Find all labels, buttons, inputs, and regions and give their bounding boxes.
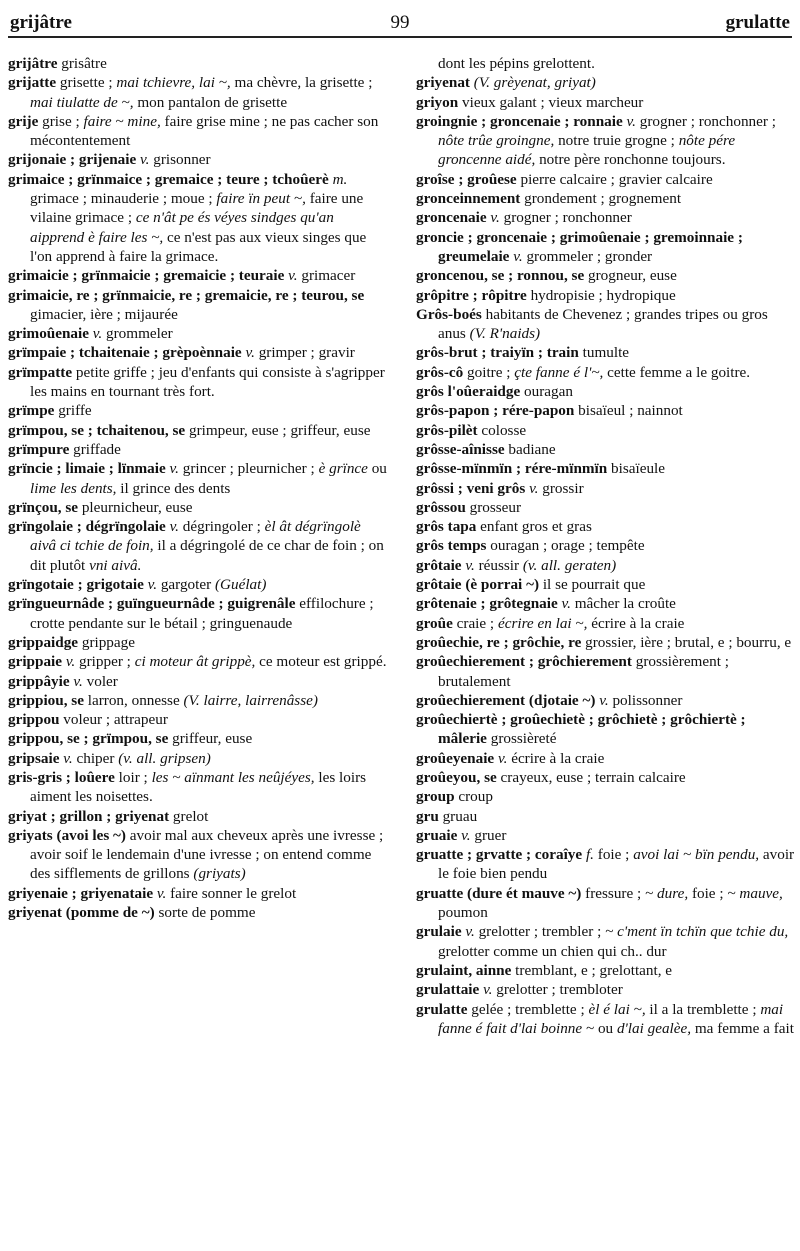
headword: grôtaie (è porrai ~): [416, 576, 540, 594]
definition-text: grelotter comme un chien qui ch.. dur: [438, 942, 667, 960]
headword: groncie ; groncenaie ; grimoûenaie ; gremoinnaie ; greumelaie: [416, 228, 743, 265]
headword: griyon: [416, 93, 459, 111]
dictionary-entry: [416, 440, 796, 459]
dictionary-entry: [8, 324, 388, 343]
headword: griyenat (pomme de ~): [8, 904, 155, 922]
headword: grôs temps: [416, 537, 487, 555]
italic-text: f.: [582, 846, 594, 864]
headword: grïmpure: [8, 440, 70, 458]
definition-text: gripper ;: [75, 653, 135, 671]
headword: grijonaie ; grijenaie: [8, 151, 137, 169]
dictionary-entry: [416, 710, 796, 749]
definition-text: grossièreté: [486, 730, 557, 748]
dictionary-entry: [416, 845, 796, 884]
dictionary-entry: [416, 305, 796, 344]
definition-text: notre truie grogne ;: [554, 132, 679, 150]
dictionary-entry: [416, 401, 796, 420]
definition-text: dégringoler ;: [178, 518, 265, 536]
definition-text: il se pourrait que: [539, 576, 646, 594]
definition-text: grimper ; gravir: [254, 344, 355, 362]
headword: grïmpe: [8, 402, 55, 420]
headword: grôsse-mïnmïn ; rére-mïnmïn: [416, 460, 608, 478]
italic-text: nôte trûe groingne,: [438, 132, 555, 150]
definition-text: avoir mal aux cheveux après une ivresse ; avoir soif le lendemain d'une ivresse ; on entend comme des sifflements de grillons: [30, 826, 384, 883]
headword: grulaie: [416, 923, 462, 941]
italic-text: mai tiulatte de ~,: [30, 93, 134, 111]
dictionary-entry: [8, 112, 388, 151]
dictionary-entry: [416, 807, 796, 826]
definition-text: grogneur, euse: [584, 267, 677, 285]
headword: grôs-cô: [416, 363, 464, 381]
definition-text: gruau: [438, 807, 478, 825]
dictionary-entry: [416, 652, 796, 691]
dictionary-entry: [416, 459, 796, 478]
headword: grïmpatte: [8, 363, 73, 381]
definition-text: hydropisie ; hydropique: [526, 286, 676, 304]
definition-text: mon pantalon de grisette: [133, 93, 288, 111]
dictionary-entry: [8, 672, 388, 691]
dictionary-entry: [416, 498, 796, 517]
definition-text: grosseur: [465, 498, 522, 516]
headword: grimaice ; grïnmaice ; gremaice ; teure ; tchoûerè: [8, 170, 329, 188]
dictionary-entry: [416, 266, 796, 285]
definition-text: bisaïeule: [607, 460, 665, 478]
italic-text: v.: [622, 112, 636, 130]
dictionary-entry: [416, 343, 796, 362]
headword: group: [416, 788, 455, 806]
dictionary-entry: [8, 652, 388, 671]
definition-text: tumulte: [578, 344, 630, 362]
italic-text: v.: [69, 672, 83, 690]
headword: grimaicie, re ; grïnmaicie, re ; gremaicie, re ; teurou, se: [8, 286, 365, 304]
italic-text: v.: [165, 460, 179, 478]
dictionary-entry: [416, 73, 796, 92]
headword: grippiou, se: [8, 691, 84, 709]
headword: gruatte (dure ét mauve ~): [416, 884, 582, 902]
dictionary-entry: [416, 575, 796, 594]
italic-text: v.: [525, 479, 539, 497]
italic-text: mai fanne é fait d'lai boinne ~: [438, 1000, 784, 1037]
italic-text: (v. all. gripsen): [118, 749, 211, 767]
dictionary-entry: [416, 479, 796, 498]
headword: grôsse-aînisse: [416, 440, 505, 458]
italic-text: (V. R'naids): [469, 325, 541, 343]
definition-text: grogner ; ronchonner ;: [635, 112, 776, 130]
dictionary-entry: [8, 73, 388, 112]
definition-text: faire grise mine ; ne pas cacher son mécontentement: [30, 112, 379, 150]
headword: grijatte: [8, 74, 57, 92]
definition-text: poumon: [438, 904, 488, 922]
italic-text: v.: [241, 344, 255, 362]
definition-text: fressure ;: [581, 884, 646, 902]
italic-text: mai tchievre, lai ~,: [116, 74, 231, 92]
italic-text: faire ïn peut ~,: [216, 190, 306, 208]
definition-text: crayeux, euse ; terrain calcaire: [496, 768, 686, 786]
italic-text: vni aivâ.: [89, 556, 142, 574]
headword: grôtenaie ; grôtegnaie: [416, 595, 558, 613]
dictionary-entry: [8, 575, 388, 594]
definition-text: grossier, ière ; brutal, e ; bourru, e: [581, 633, 792, 651]
dictionary-entry: [8, 459, 388, 498]
dictionary-entry: [416, 691, 796, 710]
definition-text: grincer ; pleurnicher ;: [178, 460, 319, 478]
headword: groûeyenaie: [416, 749, 495, 767]
headword: grïngotaie ; grigotaie: [8, 576, 144, 594]
page-number: 99: [390, 12, 410, 33]
definition-text: dont les pépins grelottent.: [438, 55, 595, 72]
definition-text: ce n'est pas aux vieux singes que l'on apprend à faire la grimace.: [30, 228, 367, 265]
italic-text: v.: [595, 691, 609, 709]
dictionary-entry: [416, 922, 796, 961]
definition-text: ouragan: [520, 383, 573, 401]
headword: groingnie ; groncenaie ; ronnaie: [416, 112, 623, 130]
definition-text: notre père ronchonne toujours.: [535, 151, 726, 169]
definition-text: grimace ; minauderie ; moue ;: [30, 190, 217, 208]
definition-text: cette femme a le goitre.: [603, 363, 751, 381]
headword: griyenaie ; griyenataie: [8, 884, 154, 902]
definition-text: grossièrement ; brutalement: [438, 653, 729, 690]
definition-text: bisaïeul ; nainnot: [574, 402, 683, 420]
headword: grôs-papon ; rére-papon: [416, 402, 575, 420]
italic-text: v.: [494, 749, 508, 767]
dictionary-entry: [416, 170, 796, 189]
dictionary-entry: [416, 286, 796, 305]
dictionary-entry: [416, 363, 796, 382]
dictionary-entry: [416, 228, 796, 267]
dictionary-entry: [416, 556, 796, 575]
headword: griyats (avoi les ~): [8, 826, 126, 844]
dictionary-entry: [8, 286, 388, 325]
headword: griyat ; grillon ; griyenat: [8, 807, 170, 825]
italic-text: ci moteur ât grippè,: [134, 653, 256, 671]
definition-text: croup: [454, 788, 493, 806]
left-column: [8, 54, 388, 922]
italic-text: è grïnce: [318, 460, 368, 478]
definition-text: petite griffe ; jeu d'enfants qui consiste à s'agripper les mains en tournant très fort.: [30, 363, 385, 401]
headword: grimaicie ; grïnmaicie ; gremaicie ; teuraie: [8, 267, 285, 285]
headword: grippaie: [8, 653, 63, 671]
dictionary-entry: [8, 691, 388, 710]
header-rule: [8, 36, 792, 38]
dictionary-entry: [8, 498, 388, 517]
headword: grïngueurnâde ; guïngueurnâde ; guigrenâle: [8, 595, 296, 613]
headword: grïmpou, se ; tchaitenou, se: [8, 421, 186, 439]
headword: grôs tapa: [416, 518, 477, 536]
headword: grïnçou, se: [8, 498, 79, 516]
dictionary-entry: [8, 54, 388, 73]
dictionary-entry: [416, 189, 796, 208]
definition-text: griffade: [69, 440, 121, 458]
definition-text: faire sonner le grelot: [166, 884, 297, 902]
definition-text: il a la tremblette ;: [645, 1000, 761, 1018]
dictionary-entry: [8, 633, 388, 652]
definition-text: craie ;: [452, 614, 498, 632]
dictionary-entry: [416, 536, 796, 555]
headword: grulatte: [416, 1000, 468, 1018]
italic-text: v.: [479, 981, 493, 999]
definition-text: colosse: [477, 421, 527, 439]
headword: gris-gris ; loûere: [8, 768, 115, 786]
italic-text: (v. all. geraten): [522, 556, 617, 574]
definition-text: grogner ; ronchonner: [499, 209, 632, 227]
italic-text: v.: [461, 556, 475, 574]
definition-text: polissonner: [608, 691, 683, 709]
headword: gronceinnement: [416, 190, 521, 208]
definition-text: ou: [367, 460, 387, 478]
dictionary-entry: [8, 826, 388, 884]
definition-text: badiane: [504, 440, 556, 458]
headword: groûe: [416, 614, 453, 632]
dictionary-entry: [416, 787, 796, 806]
definition-text: écrire à la craie: [587, 614, 685, 632]
definition-text: tremblant, e ; grelottant, e: [511, 961, 673, 979]
headword: grulaint, ainne: [416, 961, 512, 979]
headword: grulattaie: [416, 981, 480, 999]
headword: grôpitre ; rôpitre: [416, 286, 527, 304]
definition-text: ma chèvre, la grisette ;: [230, 74, 373, 92]
definition-text: écrire à la craie: [507, 749, 605, 767]
italic-text: (griyats): [193, 865, 246, 883]
definition-text: il grince des dents: [116, 479, 231, 497]
italic-text: çte fanne é l'~,: [514, 363, 604, 381]
definition-text: grossir: [538, 479, 584, 497]
headword: groûechierement ; grôchierement: [416, 653, 632, 671]
dictionary-entry: [416, 517, 796, 536]
italic-text: v.: [143, 576, 158, 594]
headword: grôs l'oûeraidge: [416, 383, 521, 401]
definition-text: grisâtre: [57, 55, 107, 72]
dictionary-entry: [8, 807, 388, 826]
italic-text: nôte pére groncenne aidé,: [438, 132, 736, 169]
italic-text: ~ c'ment ïn tchïn que tchie du,: [605, 923, 789, 941]
definition-text: grimacer: [297, 267, 356, 285]
italic-text: v.: [153, 884, 167, 902]
definition-text: grommeler ; gronder: [522, 247, 653, 265]
definition-text: foie ;: [688, 884, 728, 902]
headword: grippaidge: [8, 633, 79, 651]
definition-text: grisonner: [149, 151, 211, 169]
dictionary-entry: [8, 729, 388, 748]
definition-text: larron, onnesse: [83, 691, 184, 709]
dictionary-entry: [8, 363, 388, 402]
headword: grippou, se ; grïmpou, se: [8, 730, 169, 748]
dictionary-entry: [8, 343, 388, 362]
definition-text: grommeler: [102, 325, 173, 343]
italic-text: (Guélat): [214, 576, 267, 594]
definition-text: avoir le foie bien pendu: [438, 846, 795, 883]
italic-text: ce n'ât pe és véyes sindges qu'an aipprend è faire les ~,: [30, 209, 334, 246]
italic-text: m.: [328, 170, 348, 188]
italic-text: (V. grèyenat, griyat): [470, 74, 596, 92]
definition-text: gelée ; tremblette ;: [467, 1000, 589, 1018]
headword: grïngolaie ; dégrïngolaie: [8, 518, 166, 536]
definition-text: vieux galant ; vieux marcheur: [458, 93, 644, 111]
dictionary-entry: [416, 112, 796, 170]
definition-text: foie ;: [593, 846, 634, 864]
definition-text: mâcher la croûte: [570, 595, 676, 613]
italic-text: v.: [136, 151, 150, 169]
headword: grôs-brut ; traiyïn ; train: [416, 344, 579, 362]
italic-text: v.: [461, 923, 475, 941]
headword: gripsaie: [8, 749, 60, 767]
definition-text: grelotter ; trembloter: [492, 981, 623, 999]
definition-text: réussir: [474, 556, 523, 574]
definition-text: pleurnicheur, euse: [78, 498, 193, 516]
definition-text: les loirs aiment les noisettes.: [30, 768, 367, 806]
headword: grije: [8, 112, 39, 130]
definition-text: griffe: [54, 402, 92, 420]
italic-text: ~ mauve,: [727, 884, 783, 902]
headword: groncenaie: [416, 209, 487, 227]
italic-text: faire ~ mine,: [83, 112, 161, 130]
italic-text: v.: [457, 826, 471, 844]
dictionary-entry: [8, 170, 388, 266]
italic-text: v.: [165, 518, 179, 536]
dictionary-entry: [416, 93, 796, 112]
headword: groîse ; groûese: [416, 170, 517, 188]
dictionary-entry: [416, 633, 796, 652]
headword: grïmpaie ; tchaitenaie ; grèpoènnaie: [8, 344, 242, 362]
headword: groûeyou, se: [416, 768, 497, 786]
page-header: [0, 6, 800, 40]
definition-text: il a dégringolé de ce char de foin ; on dit plutôt: [30, 537, 384, 574]
headword: grippou: [8, 711, 60, 729]
dictionary-entry: [8, 710, 388, 729]
italic-text: (V. lairre, lairrenâsse): [183, 691, 318, 709]
headword: grôssou: [416, 498, 466, 516]
italic-text: v.: [486, 209, 500, 227]
dictionary-entry: [416, 594, 796, 613]
dictionary-entry: [8, 440, 388, 459]
italic-text: v.: [557, 595, 571, 613]
headword: grippâyie: [8, 672, 70, 690]
headword: groncenou, se ; ronnou, se: [416, 267, 585, 285]
definition-text: ou: [594, 1019, 617, 1037]
definition-text: grise ;: [38, 112, 84, 130]
definition-text: grondement ; grognement: [520, 190, 682, 208]
italic-text: v.: [89, 325, 103, 343]
dictionary-entry: [8, 150, 388, 169]
definition-text: faire une vilaine grimace ;: [30, 190, 364, 227]
dictionary-entry: [8, 749, 388, 768]
italic-text: v.: [59, 749, 73, 767]
definition-text: grimpeur, euse ; griffeur, euse: [185, 421, 371, 439]
dictionary-entry: [8, 594, 388, 633]
definition-text: griffeur, euse: [168, 730, 253, 748]
definition-text: gimacier, ière ; mijaurée: [30, 305, 178, 323]
headword: groûechie, re ; grôchie, re: [416, 633, 582, 651]
definition-text: habitants de Chevenez ; grandes tripes ou gros anus: [438, 305, 768, 343]
headword: gru: [416, 807, 439, 825]
headword: groûechiertè ; groûechietè ; grôchietè ; grôchiertè ; mâlerie: [416, 711, 746, 748]
headword: grïncie ; limaie ; lïnmaie: [8, 460, 166, 478]
dictionary-entry: [416, 421, 796, 440]
definition-text: grelot: [169, 807, 209, 825]
definition-text: grelotter ; trembler ;: [474, 923, 606, 941]
italic-text: lime les dents,: [30, 479, 117, 497]
headword: grijâtre: [8, 55, 58, 72]
header-guide-word-left: grijâtre: [10, 12, 72, 33]
headword: grimoûenaie: [8, 325, 89, 343]
dictionary-entry: [8, 903, 388, 922]
definition-text: ouragan ; orage ; tempête: [486, 537, 645, 555]
definition-text: pierre calcaire ; gravier calcaire: [516, 170, 713, 188]
dictionary-entry: [416, 768, 796, 787]
definition-text: chiper: [72, 749, 119, 767]
headword: Grôs-boés: [416, 305, 482, 323]
definition-text: grippage: [78, 633, 135, 651]
dictionary-entry: [8, 517, 388, 575]
italic-text: èl ât dégrïngolè aivâ ci tchie de foin,: [30, 518, 361, 555]
dictionary-entry: [416, 614, 796, 633]
dictionary-entry: [8, 768, 388, 807]
italic-text: les ~ aïnmant les neûjéyes,: [151, 768, 315, 786]
right-column: [416, 54, 796, 1038]
dictionary-entry: [416, 1000, 796, 1039]
headword: grôtaie: [416, 556, 462, 574]
header-guide-word-right: grulatte: [725, 12, 790, 33]
dictionary-entry: [8, 421, 388, 440]
definition-text: gargoter: [157, 576, 215, 594]
definition-text: voler: [82, 672, 118, 690]
headword: gruaie: [416, 826, 458, 844]
definition-text: ma femme a fait: [691, 1019, 794, 1037]
italic-text: d'lai gealèe,: [616, 1019, 692, 1037]
dictionary-entry: [8, 401, 388, 420]
headword: griyenat: [416, 74, 470, 92]
dictionary-entry: [8, 884, 388, 903]
definition-text: grisette ;: [56, 74, 117, 92]
definition-text: goitre ;: [463, 363, 515, 381]
definition-text: enfant gros et gras: [476, 518, 592, 536]
definition-text: sorte de pomme: [154, 904, 256, 922]
headword: groûechierement (djotaie ~): [416, 691, 596, 709]
italic-text: ~ dure,: [645, 884, 689, 902]
dictionary-entry: [416, 961, 796, 980]
definition-text: loir ;: [114, 768, 152, 786]
italic-text: v.: [509, 247, 523, 265]
dictionary-entry: [416, 980, 796, 999]
italic-text: v.: [62, 653, 76, 671]
dictionary-entry: [8, 266, 388, 285]
italic-text: écrire en lai ~,: [497, 614, 588, 632]
headword: grôs-pilèt: [416, 421, 478, 439]
definition-text: effilochure ; crotte pendante sur le bétail ; gringuenaude: [30, 595, 374, 632]
headword: grôssi ; veni grôs: [416, 479, 526, 497]
definition-text: voleur ; attrapeur: [59, 711, 168, 729]
dictionary-entry: [416, 54, 796, 73]
definition-text: ce moteur est grippé.: [255, 653, 387, 671]
italic-text: avoi lai ~ bïn pendu,: [633, 846, 760, 864]
dictionary-entry: [416, 826, 796, 845]
dictionary-entry: [416, 208, 796, 227]
dictionary-entry: [416, 749, 796, 768]
dictionary-entry: [416, 884, 796, 923]
dictionary-entry: [416, 382, 796, 401]
italic-text: v.: [284, 267, 298, 285]
headword: gruatte ; grvatte ; coraîye: [416, 846, 583, 864]
definition-text: gruer: [470, 826, 507, 844]
italic-text: èl é lai ~,: [588, 1000, 646, 1018]
